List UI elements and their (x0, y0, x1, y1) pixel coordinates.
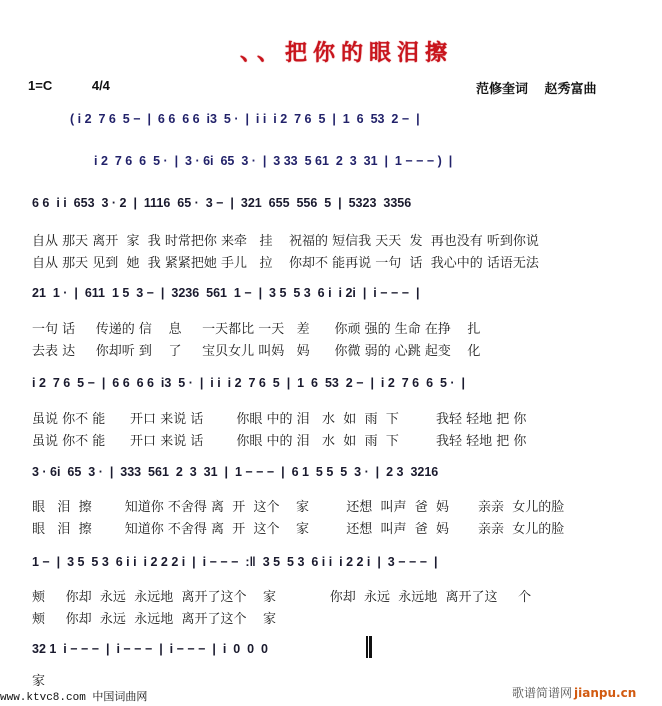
lyric-line-1a: 自从 那天 离开 家 我 时常把你 来牵 挂 祝福的 短信我 天天 发 再也没有 听到你说 (32, 234, 539, 249)
key-signature: 1=C (28, 78, 53, 93)
time-signature: 4/4 (91, 78, 110, 93)
watermark-jianpu (512, 684, 636, 701)
watermark-jianpu-site: jianpu.cn (574, 686, 637, 700)
score-line-1: 6 6 i i 653 3 · 2 | 1116 65 · 3 − | 321 655 556 5 | 5323 3356 (32, 196, 412, 210)
intro-line-1: ( i 2 7 6 5 − | 6 6 6 6 i3 5 · | i i i 2 7 6 5 | 1 6 53 2 − | (70, 112, 420, 126)
composer: 赵秀富曲 (544, 82, 597, 97)
lyric-line-1b: 自从 那天 见到 她 我 紧紧把她 手儿 拉 你却不 能再说 一句 话 我心中的 话语无法 (32, 256, 539, 271)
score-line-4: 3 · 6i 65 3 · | 333 561 2 3 31 | 1 − − − | 6 1 5 5 5 3 · | 2 3 3216 (32, 465, 439, 479)
score-line-5: 1 − | 3 5 5 3 6 i i i 2 2 2 i | i − − − :‖ 3 5 5 3 6 i i i 2 2 i | 3 − − − | (32, 555, 438, 569)
score-line-3: i 2 7 6 5 − | 6 6 6 6 i3 5 · | i i i 2 7 6 5 | 1 6 53 2 − | i 2 7 6 6 5 · | (32, 376, 465, 390)
intro-line-2: i 2 7 6 6 5 · | 3 · 6i 65 3 · | 3 33 5 61 2 3 31 | 1 − − − ) | (94, 154, 453, 168)
credits (476, 78, 609, 97)
final-barline (366, 636, 372, 658)
lyricist: 范修奎词 (476, 82, 529, 97)
score-line-2: 21 1 · | 611 1 5 3 − | 3236 561 1 − | 3 5 5 3 6 i i 2i | i − − − | (32, 286, 420, 300)
lyric-line-5a: 颊 你却 永远 永远地 离开了这个 家 你却 永远 永远地 离开了这 个 (32, 590, 532, 605)
watermark-ktvc8: www.ktvc8.com 中国词曲网 (0, 692, 148, 704)
score-line-6: 32 1 i − − − | i − − − | i − − − | i 0 0 0 (32, 642, 268, 656)
lyric-line-4a: 眼 泪 擦 知道你 不舍得 离 开 这个 家 还想 叫声 爸 妈 亲亲 女儿的脸 (32, 500, 565, 515)
lyric-line-3b: 虽说 你不 能 开口 来说 话 你眼 中的 泪 水 如 雨 下 我轻 轻地 把 你 (32, 434, 527, 449)
lyric-line-3a: 虽说 你不 能 开口 来说 话 你眼 中的 泪 水 如 雨 下 我轻 轻地 把 你 (32, 412, 527, 427)
lyric-line-4b: 眼 泪 擦 知道你 不舍得 离 开 这个 家 还想 叫声 爸 妈 亲亲 女儿的脸 (32, 522, 565, 537)
key-time-info (28, 78, 146, 93)
song-title: 、、把你的眼泪擦 (240, 40, 454, 66)
lyric-line-2a: 一句 话 传递的 信 息 一天都比 一天 差 你顽 强的 生命 在挣 扎 (32, 322, 481, 337)
lyric-line-6: 家 (32, 674, 46, 689)
lyric-line-5b: 颊 你却 永远 永远地 离开了这个 家 (32, 612, 276, 627)
lyric-line-2b: 去表 达 你却听 到 了 宝贝女儿 叫妈 妈 你微 弱的 心跳 起变 化 (32, 344, 481, 359)
watermark-jianpu-label: 歌谱简谱网 (512, 686, 573, 700)
